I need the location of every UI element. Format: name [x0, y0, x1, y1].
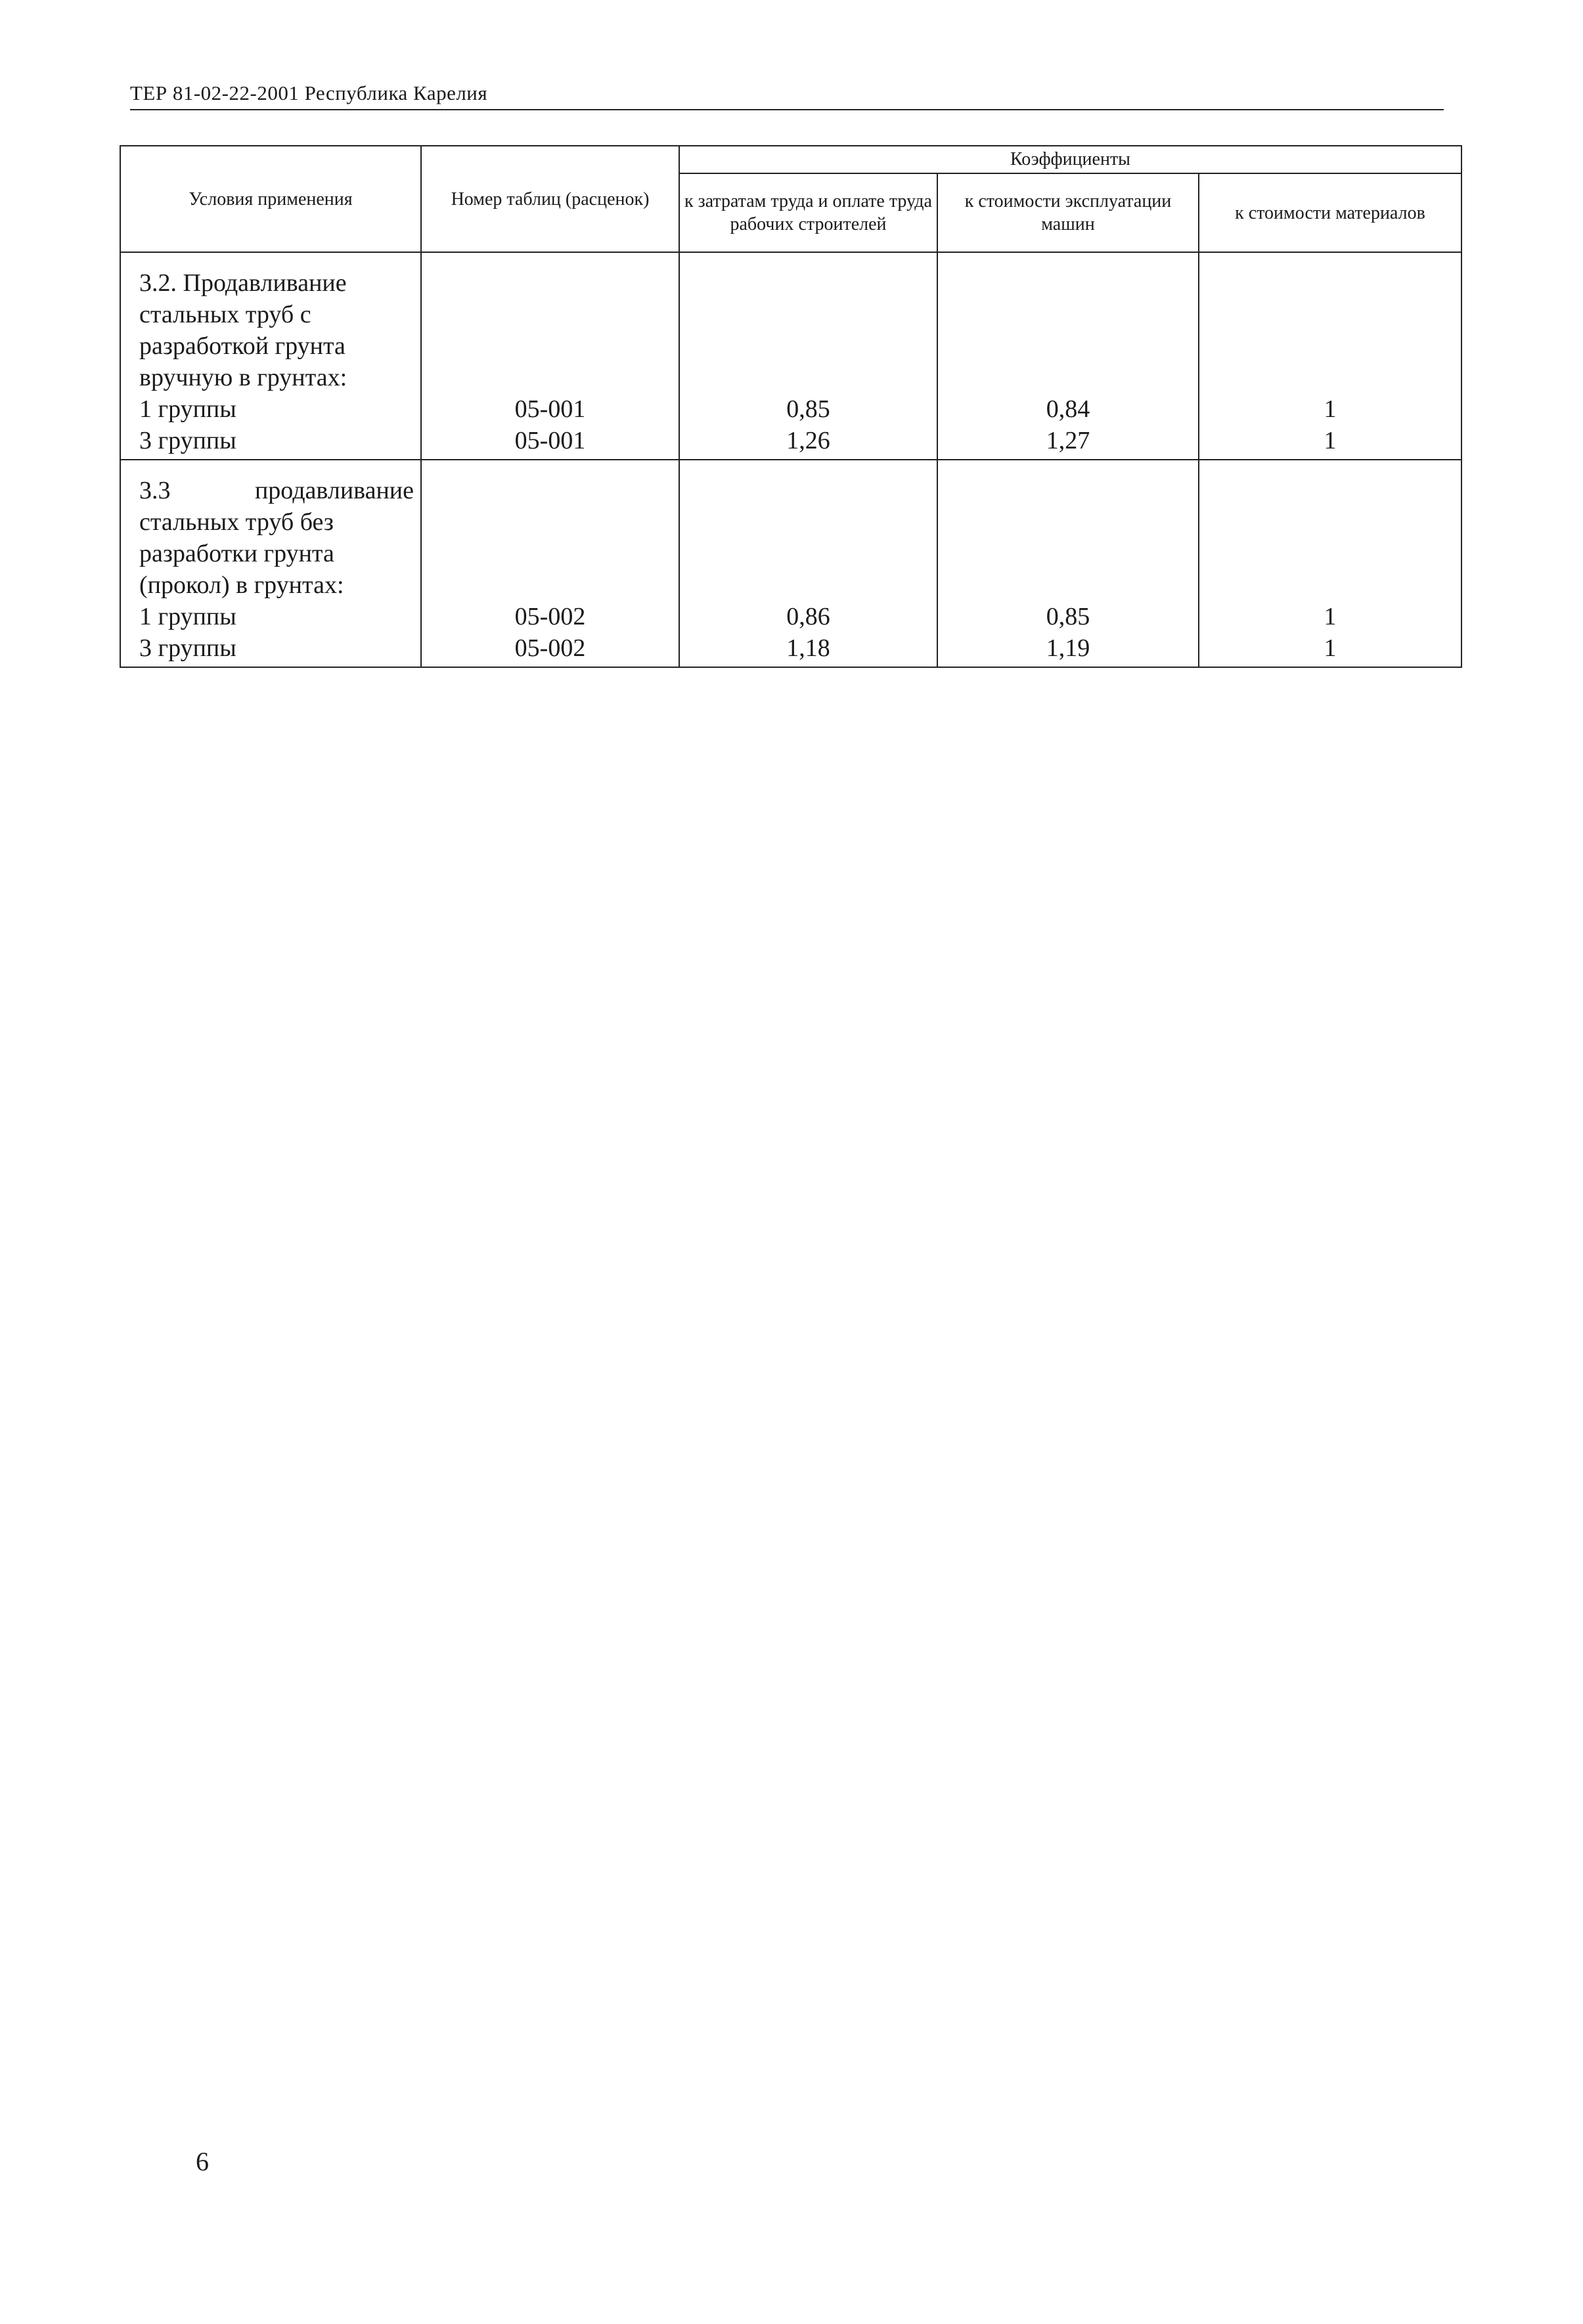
table-no-value: 05-001	[514, 395, 586, 423]
document-header: ТЕР 81-02-22-2001 Республика Карелия	[130, 81, 488, 104]
table-no-value: 05-001	[514, 427, 586, 454]
conditions-cell	[120, 460, 421, 667]
labor-coef-value: 0,85	[786, 395, 830, 423]
col-header-table-no: Номер таблиц (расценок)	[421, 146, 679, 252]
materials-coef-value: 1	[1324, 634, 1337, 662]
section-title-line: (прокол) в грунтах:	[139, 571, 344, 599]
machines-coef-value: 1,27	[1046, 427, 1090, 454]
table-row-section-3-2	[120, 252, 1461, 460]
col-header-conditions: Условия применения	[120, 146, 421, 252]
machines-coef-cell	[937, 460, 1199, 667]
conditions-cell	[120, 252, 421, 460]
table-no-cell	[421, 460, 679, 667]
col-header-machines: к стоимости эксплуатации машин	[937, 173, 1199, 252]
section-title-line: разработкой грунта	[139, 332, 346, 360]
col-group-coefficients: Коэффициенты	[679, 146, 1461, 173]
section-title-line: вручную в грунтах:	[139, 364, 347, 391]
section-title-line: 3.3 продавливание	[139, 477, 414, 504]
header-rule	[130, 109, 1444, 110]
labor-coef-cell	[679, 252, 937, 460]
machines-coef-value: 0,85	[1046, 603, 1090, 630]
labor-coef-value: 1,18	[786, 634, 830, 662]
materials-coef-cell	[1199, 460, 1461, 667]
machines-coef-cell	[937, 252, 1199, 460]
table-no-value: 05-002	[514, 603, 586, 630]
table-no-cell	[421, 252, 679, 460]
section-title-line: 3.2. Продавливание	[139, 269, 347, 297]
table-no-value: 05-002	[514, 634, 586, 662]
materials-coef-cell	[1199, 252, 1461, 460]
col-header-labor: к затратам труда и оплате труда рабочих строителей	[679, 173, 937, 252]
soil-group-label: 3 группы	[139, 427, 236, 454]
section-title-line: разработки грунта	[139, 540, 334, 567]
machines-coef-value: 1,19	[1046, 634, 1090, 662]
labor-coef-value: 1,26	[786, 427, 830, 454]
soil-group-label: 3 группы	[139, 634, 236, 662]
coefficients-table	[120, 145, 1462, 668]
section-title-line: стальных труб без	[139, 508, 334, 536]
machines-coef-value: 0,84	[1046, 395, 1090, 423]
col-header-materials: к стоимости материалов	[1199, 173, 1461, 252]
labor-coef-value: 0,86	[786, 603, 830, 630]
labor-coef-cell	[679, 460, 937, 667]
section-title-line: стальных труб с	[139, 301, 311, 328]
materials-coef-value: 1	[1324, 603, 1337, 630]
soil-group-label: 1 группы	[139, 395, 236, 423]
materials-coef-value: 1	[1324, 427, 1337, 454]
soil-group-label: 1 группы	[139, 603, 236, 630]
table-row-section-3-3	[120, 460, 1461, 667]
page-number: 6	[196, 2147, 209, 2176]
materials-coef-value: 1	[1324, 395, 1337, 423]
